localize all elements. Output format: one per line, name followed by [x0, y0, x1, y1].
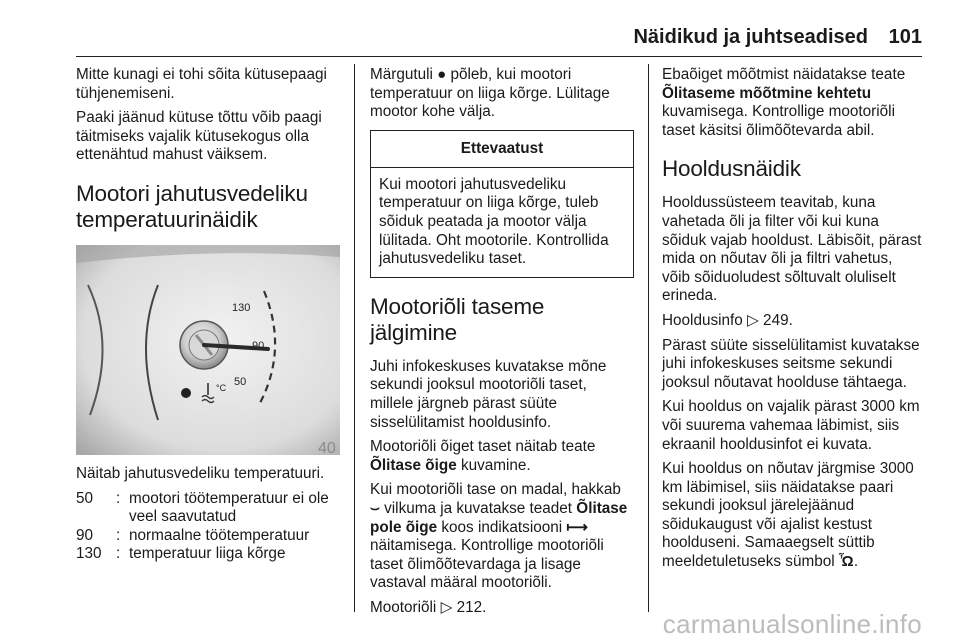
page-reference-arrow-icon: ▷: [747, 311, 759, 329]
paragraph: Mitte kunagi ei tohi sõita kütusepaagi tühjenemiseni.: [76, 66, 327, 102]
page-header: [0, 0, 960, 58]
service-wrench-icon: Ὦ: [838, 553, 854, 571]
oil-level-indicator-icon: ⟼: [566, 518, 588, 536]
column-3: [662, 66, 924, 578]
warning-lamp-icon: [181, 388, 191, 398]
legend-row: [76, 545, 344, 564]
section-heading: Mootori jahutusvedeliku temperatuurinäidik: [76, 180, 308, 232]
legend-colon: :: [116, 489, 121, 507]
legend-text: normaalne töötemperatuur: [129, 526, 310, 544]
paragraph: Paaki jäänud kütuse tõttu võib paagi täitmiseks vajalik kütusekogus olla ettenähtud mahust väiksem.: [76, 109, 322, 164]
paragraph: Märgutuli ● põleb, kui mootori temperatuur on liiga kõrge. Lülitage mootor kohe välja.: [370, 66, 610, 121]
paragraph: Hooldusinfo ▷ 249.: [662, 311, 793, 329]
legend-colon: :: [116, 526, 121, 544]
legend-colon: :: [116, 545, 121, 563]
message-text: Õlitaseme mõõtmine kehtetu: [662, 84, 872, 102]
column-2: [370, 66, 634, 623]
gauge-label-90: 90: [252, 339, 265, 352]
page-reference-arrow-icon: ▷: [440, 598, 453, 616]
legend-text: temperatuur liiga kõrge: [129, 545, 286, 563]
figure-caption: Näitab jahutusvedeliku temperatuuri.: [76, 464, 325, 482]
paragraph: Juhi infokeskuses kuvatakse mõne sekundi jooksul mootoriõli taset, millele järgneb pärast süüte sisselülitamist hooldusinfo.: [370, 357, 607, 431]
warning-lamp-icon: ●: [437, 66, 447, 83]
gauge-corner-label: 40: [318, 439, 336, 455]
column-divider: [648, 64, 649, 612]
message-text: Õlitase õige: [370, 456, 457, 474]
header-rule: [76, 56, 922, 57]
paragraph: Mootoriõli ▷ 212.: [370, 598, 487, 616]
paragraph: Pärast süüte sisselülitamist kuvatakse juhi infokeskuses seitsme sekundi jooksul nõutavat hoolduse tähtaega.: [662, 336, 920, 391]
unit-symbol: °C: [216, 382, 227, 393]
header-title: Näidikud ja juhtseadised: [633, 26, 868, 48]
section-heading: Hooldusnäidik: [662, 156, 801, 182]
gauge-label-50: 50: [234, 375, 247, 388]
legend-key: 90: [76, 526, 94, 544]
paragraph: Kui hooldus on vajalik pärast 3000 km või suurema vahemaa läbimist, siis ekraanil hooldusinfot ei kuvata.: [662, 398, 920, 453]
caution-title: Ettevaatust: [371, 131, 633, 168]
message-text: Õlitase pole õige: [370, 499, 628, 536]
paragraph: Mootoriõli õiget taset näitab teate Õlitase õige kuvamine.: [370, 438, 596, 474]
caution-body: Kui mootori jahutusvedeliku temperatuur on liiga kõrge, tuleb sõiduk peatada ja mootor välja lülitada. Oht mootorile. Kontrollida jahutusvedeliku taset.: [379, 175, 609, 268]
paragraph: Kui mootoriõli tase on madal, hakkab ⌣ vilkuma ja kuvatakse teadet Õlitase pole õige koos indikatsiooni ⟼ näitamisega. Kontrollige mootoriõli taset õlimõõtevardaga ja lisage vastaval määral mootoriõli.: [370, 481, 628, 592]
legend-text: mootori töötemperatuur ei ole veel saavutatud: [129, 489, 329, 526]
paragraph: Hooldussüsteem teavitab, kuna vahetada õli ja filter või kui kuna sõiduk vajab hooldust. Läbisõit, pärast mida on nõutav õli ja filtri vahetus, võib sõiduoludest sõltuvalt oluliselt erineda.: [662, 194, 922, 305]
paragraph: Ebaõiget mõõtmist näidatakse teate Õlitaseme mõõtmine kehtetu kuvamisega. Kontrollige mootoriõli taset käsitsi õlimõõtevarda abil.: [662, 66, 906, 139]
legend-key: 50: [76, 489, 94, 507]
gauge-legend: [76, 490, 344, 564]
paragraph: Kui hooldus on nõutav järgmise 3000 km läbimisel, siis näidatakse paari sekundi jooksul järelejäänud sõidukaugust või ajalist kestust hoolduseni. Samaaegselt süttib meeldetuletuseks sümbol Ὦ.: [662, 460, 914, 571]
section-heading: Mootoriõli taseme jälgimine: [370, 293, 545, 345]
oil-can-icon: ⌣: [370, 499, 380, 517]
column-1: [76, 66, 344, 564]
watermark: carmanualsonline.info: [662, 609, 922, 639]
page-number: 101: [888, 26, 922, 48]
column-divider: [354, 64, 355, 612]
gauge-label-130: 130: [232, 301, 251, 314]
legend-row: [76, 527, 344, 546]
coolant-gauge-image: [76, 245, 340, 455]
legend-row: [76, 490, 344, 527]
coolant-gauge-figure: [76, 245, 340, 455]
caution-box: [370, 130, 634, 278]
legend-key: 130: [76, 545, 102, 563]
